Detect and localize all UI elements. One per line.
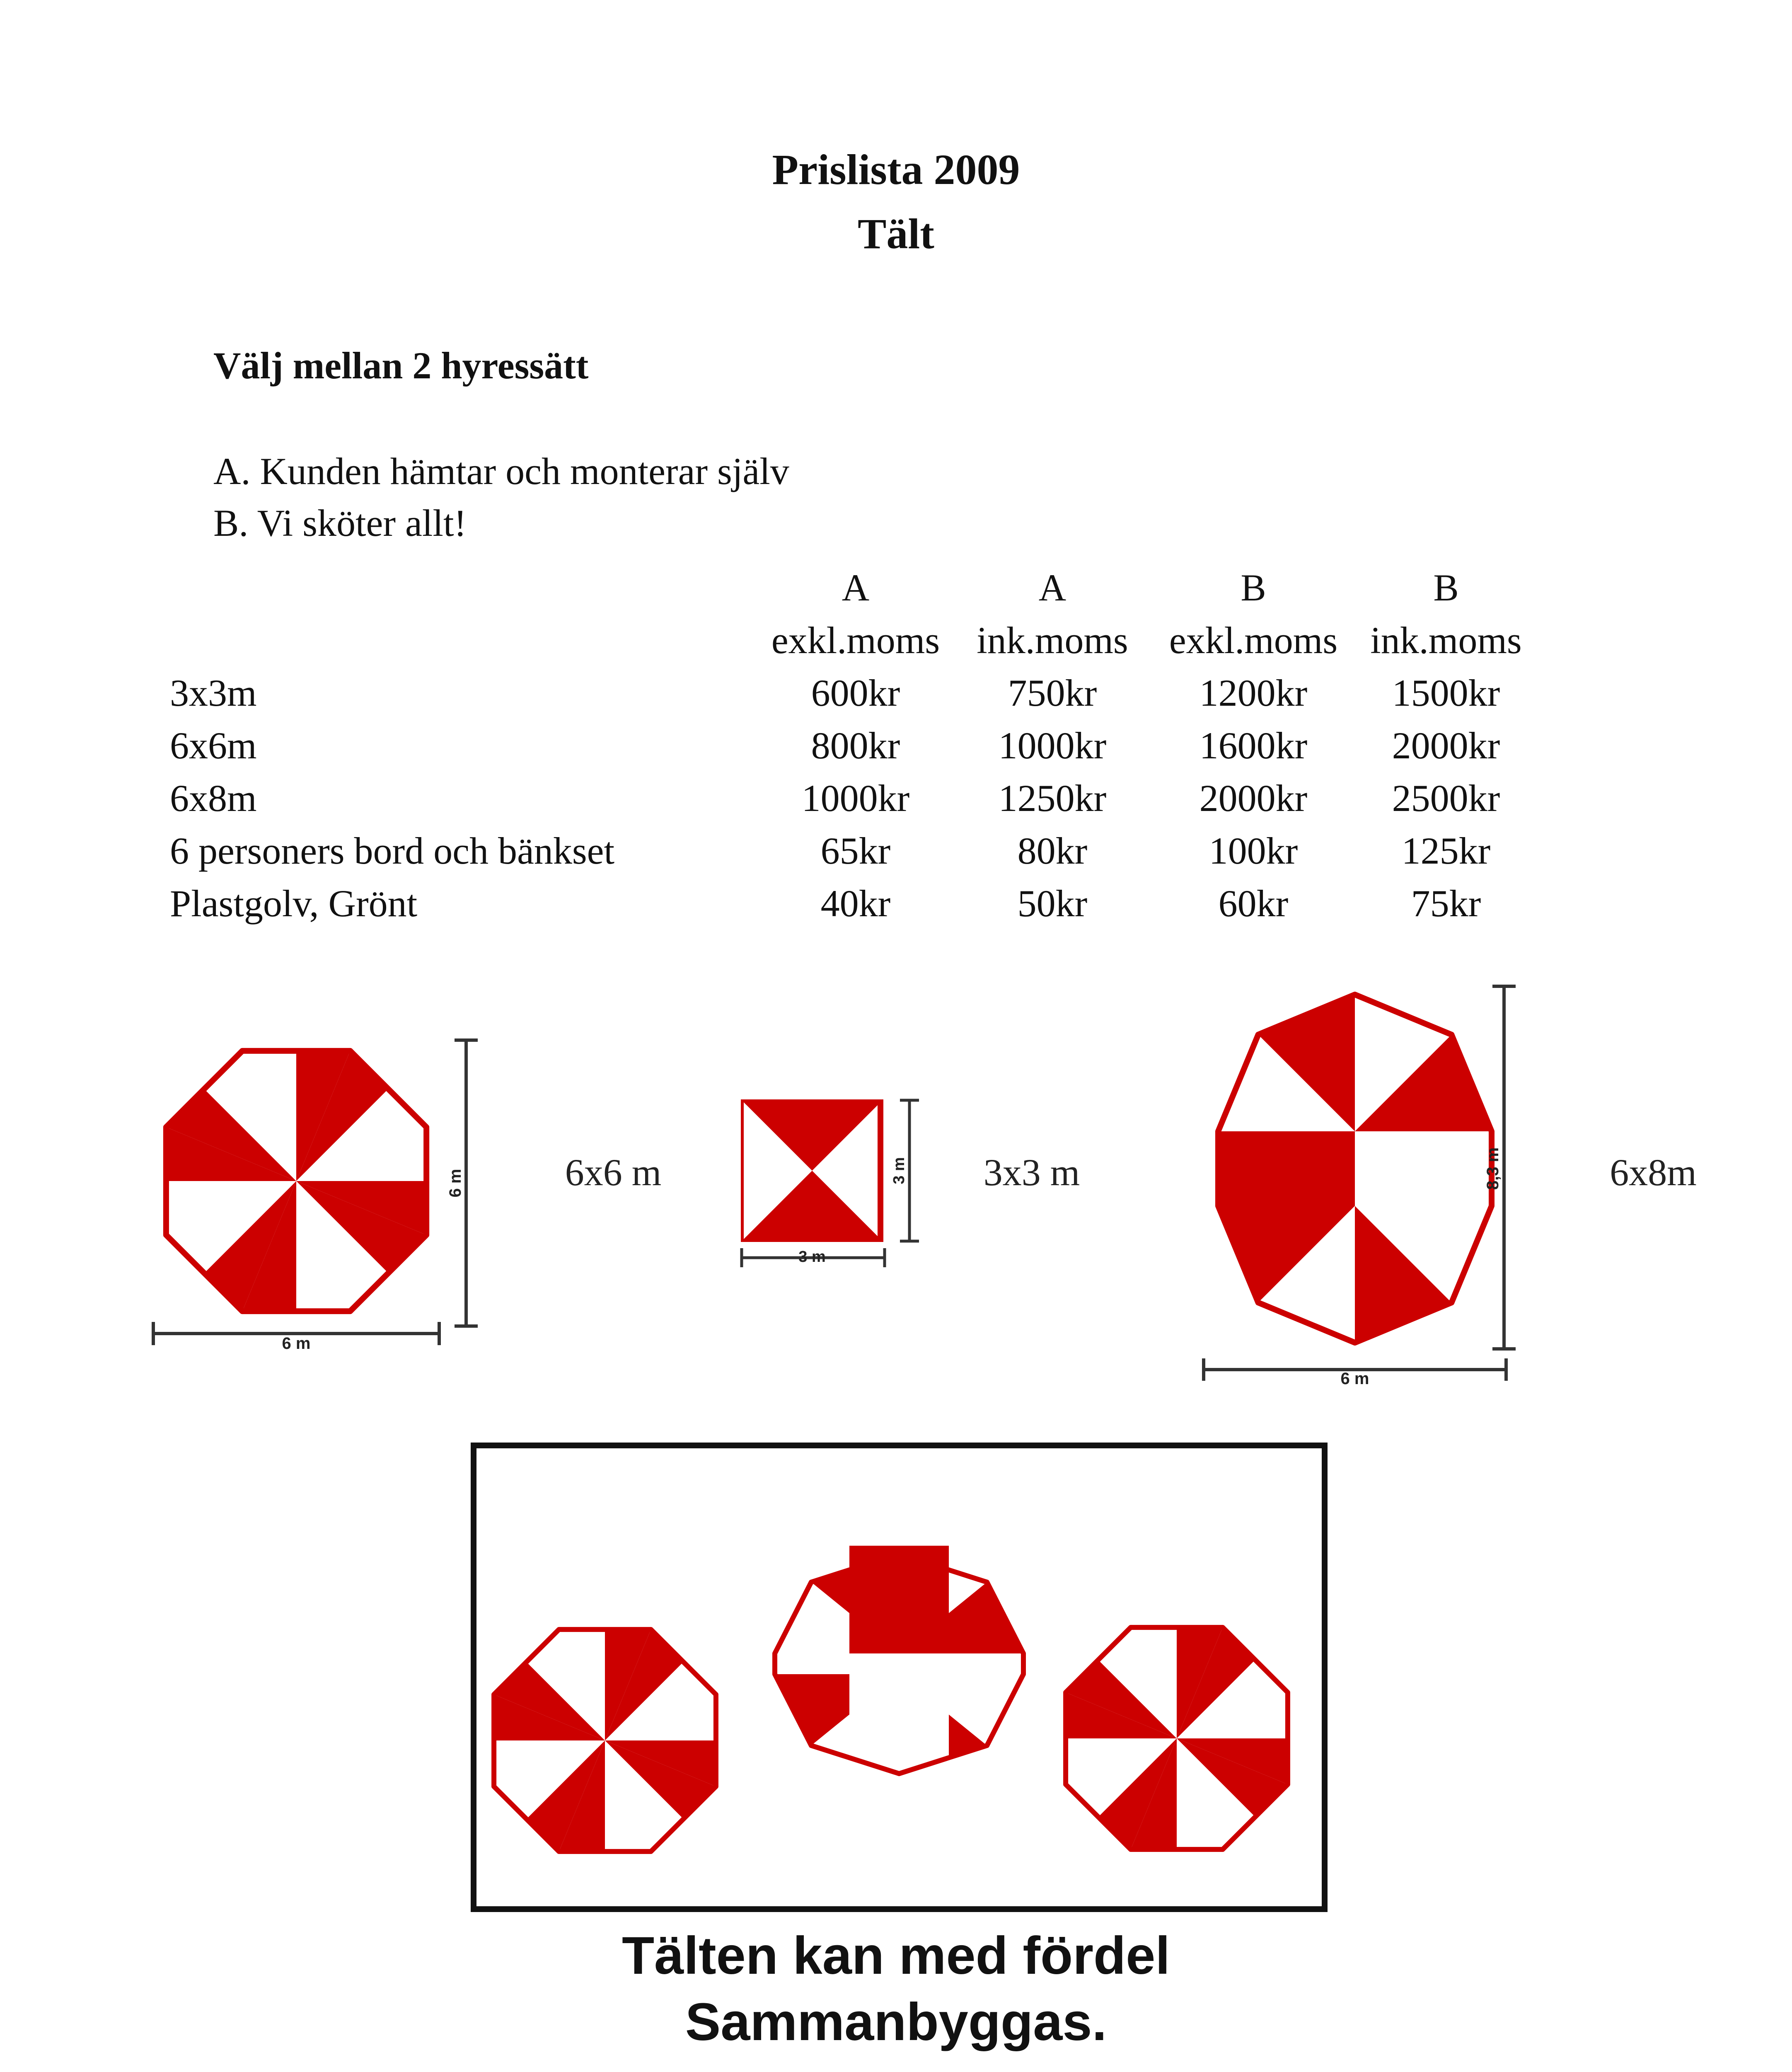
tent-6x8-height-label: 8,3 m (1484, 1147, 1502, 1190)
tent-6x6-caption: 6x6 m (565, 1151, 662, 1193)
row-name: 6 personers bord och bänkset (170, 830, 615, 872)
page-title: Prislista 2009 (772, 146, 1020, 194)
price-table-group-row (170, 562, 1537, 614)
rental-option-a: A. Kunden hämtar och monterar själv (213, 450, 789, 492)
tent-6x6-width-label: 6 m (282, 1334, 311, 1353)
combined-caption-line2: Sammanbyggas. (685, 1992, 1107, 2052)
price-cell: 75kr (1411, 882, 1481, 925)
tent-3x3-diagram (744, 1102, 880, 1239)
column-group: A (1038, 566, 1066, 609)
price-cell: 1250kr (998, 777, 1107, 819)
tent-diagrams (0, 953, 1792, 1401)
tent-panel (1355, 1131, 1492, 1206)
price-table (170, 562, 1537, 930)
tent-3x3-width-label: 3 m (798, 1248, 826, 1266)
tent-3x3-height-label: 3 m (890, 1157, 908, 1184)
price-cell: 65kr (820, 830, 891, 872)
table-row (170, 772, 1537, 825)
price-cell: 1000kr (801, 777, 910, 819)
price-cell: 125kr (1401, 830, 1491, 872)
column-group: B (1241, 566, 1266, 609)
price-cell: 50kr (1017, 882, 1088, 925)
rental-options-heading: Välj mellan 2 hyressätt (213, 344, 589, 387)
tent-panel (849, 1674, 949, 1782)
price-cell: 750kr (1008, 672, 1097, 714)
price-cell: 2000kr (1392, 724, 1500, 767)
page-subtitle: Tält (858, 210, 934, 258)
price-cell: 1600kr (1199, 724, 1308, 767)
price-table-header-row (170, 614, 1537, 667)
price-cell: 80kr (1017, 830, 1088, 872)
row-name: Plastgolv, Grönt (170, 882, 418, 925)
table-row (170, 825, 1537, 877)
tent-panel (1218, 1131, 1355, 1206)
price-table-corner (170, 562, 758, 614)
table-row (170, 667, 1537, 719)
rental-option-b: B. Vi sköter allt! (213, 502, 467, 544)
price-cell: 800kr (811, 724, 900, 767)
tent-6x6-diagram (166, 1051, 426, 1311)
column-header: ink.moms (1370, 619, 1522, 661)
column-group: A (842, 566, 870, 609)
price-cell: 2000kr (1199, 777, 1308, 819)
tent-6x6-height-label: 6 m (446, 1169, 464, 1198)
price-cell: 100kr (1209, 830, 1298, 872)
column-header: exkl.moms (1169, 619, 1338, 661)
column-header: exkl.moms (771, 619, 940, 661)
row-name: 6x8m (170, 777, 257, 819)
tent-panel (849, 1546, 949, 1653)
tent-6x8-width-label: 6 m (1340, 1370, 1369, 1388)
price-cell: 1200kr (1199, 672, 1308, 714)
column-header: ink.moms (977, 619, 1128, 661)
column-group: B (1433, 566, 1459, 609)
price-cell: 60kr (1218, 882, 1289, 925)
combined-tents-illustration (470, 1442, 1328, 1912)
row-name: 3x3m (170, 672, 257, 714)
tent-6x8-diagram (1218, 995, 1492, 1343)
row-name: 6x6m (170, 724, 257, 767)
price-cell: 600kr (811, 672, 900, 714)
table-row (170, 719, 1537, 772)
price-cell: 2500kr (1392, 777, 1500, 819)
tent-6x8-caption: 6x8m (1610, 1151, 1697, 1193)
price-cell: 40kr (820, 882, 891, 925)
tent-3x3-caption: 3x3 m (983, 1151, 1080, 1193)
combined-caption-line1: Tälten kan med fördel (622, 1926, 1170, 1985)
price-cell: 1500kr (1392, 672, 1500, 714)
table-row (170, 877, 1537, 930)
price-cell: 1000kr (998, 724, 1107, 767)
